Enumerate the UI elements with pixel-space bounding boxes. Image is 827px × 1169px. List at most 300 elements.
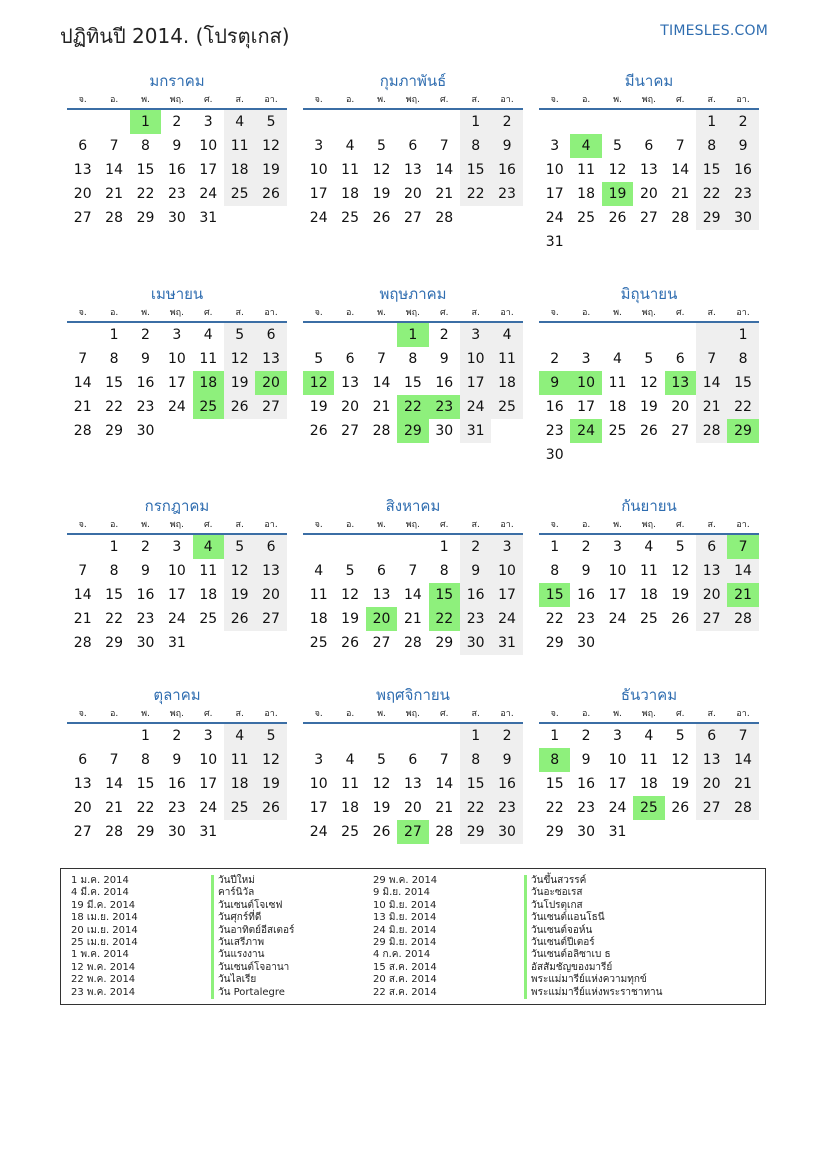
day-cell[interactable]: 16 [167,776,186,792]
day-cell[interactable]: 3 [172,539,182,555]
day-cell[interactable]: 20 [73,800,92,816]
day-cell[interactable]: 17 [608,776,627,792]
day-cell[interactable]: 19 [255,772,286,796]
day-cell[interactable]: 28 [403,635,422,651]
day-cell[interactable]: 9 [581,563,591,579]
day-cell[interactable]: 9 [172,752,182,768]
day-cell[interactable]: 24 [545,210,564,226]
day-cell[interactable]: 20 [403,186,422,202]
day-cell[interactable]: 11 [341,776,359,792]
day-cell[interactable]: 19 [372,800,391,816]
holiday-day-cell[interactable]: 13 [665,371,696,395]
day-cell[interactable]: 19 [224,583,255,607]
day-cell[interactable]: 3 [172,327,182,343]
day-cell[interactable]: 6 [345,351,355,367]
day-cell[interactable]: 22 [696,182,727,206]
day-cell[interactable]: 10 [608,563,627,579]
holiday-day-cell[interactable]: 15 [539,583,570,607]
day-cell[interactable]: 28 [435,824,454,840]
day-cell[interactable]: 26 [309,423,328,439]
day-cell[interactable]: 30 [491,820,522,844]
day-cell[interactable]: 14 [105,162,123,178]
holiday-day-cell[interactable]: 22 [397,395,428,419]
day-cell[interactable]: 6 [408,138,418,154]
day-cell[interactable]: 22 [727,395,758,419]
day-cell[interactable]: 18 [639,776,658,792]
day-cell[interactable]: 27 [255,395,286,419]
day-cell[interactable]: 18 [309,611,328,627]
brand-link[interactable]: TIMESLES.COM [660,23,768,39]
day-cell[interactable]: 30 [167,824,186,840]
day-cell[interactable]: 30 [460,631,491,655]
day-cell[interactable]: 23 [727,182,758,206]
day-cell[interactable]: 2 [550,351,560,367]
day-cell[interactable]: 9 [491,134,522,158]
day-cell[interactable]: 12 [341,587,359,603]
day-cell[interactable]: 6 [644,138,654,154]
day-cell[interactable]: 5 [644,351,654,367]
day-cell[interactable]: 20 [639,186,658,202]
day-cell[interactable]: 16 [136,587,155,603]
holiday-day-cell[interactable]: 7 [727,535,758,559]
day-cell[interactable]: 13 [403,162,422,178]
day-cell[interactable]: 30 [727,206,758,230]
day-cell[interactable]: 11 [491,347,522,371]
day-cell[interactable]: 13 [403,776,422,792]
day-cell[interactable]: 3 [460,323,491,347]
day-cell[interactable]: 25 [608,423,627,439]
day-cell[interactable]: 4 [491,323,522,347]
day-cell[interactable]: 22 [545,611,564,627]
day-cell[interactable]: 17 [309,800,328,816]
holiday-day-cell[interactable]: 20 [255,371,286,395]
day-cell[interactable]: 12 [639,375,658,391]
day-cell[interactable]: 30 [136,423,155,439]
day-cell[interactable]: 7 [439,138,449,154]
day-cell[interactable]: 7 [78,563,88,579]
day-cell[interactable]: 2 [439,327,449,343]
day-cell[interactable]: 8 [696,134,727,158]
day-cell[interactable]: 6 [255,535,286,559]
day-cell[interactable]: 1 [696,110,727,134]
day-cell[interactable]: 8 [460,134,491,158]
day-cell[interactable]: 13 [696,748,727,772]
day-cell[interactable]: 5 [314,351,324,367]
holiday-day-cell[interactable]: 4 [570,134,601,158]
day-cell[interactable]: 6 [78,752,88,768]
day-cell[interactable]: 7 [408,563,418,579]
day-cell[interactable]: 4 [345,138,355,154]
day-cell[interactable]: 4 [314,563,324,579]
day-cell[interactable]: 1 [460,110,491,134]
holiday-day-cell[interactable]: 15 [429,583,460,607]
day-cell[interactable]: 15 [460,772,491,796]
day-cell[interactable]: 29 [460,820,491,844]
day-cell[interactable]: 4 [345,752,355,768]
day-cell[interactable]: 31 [491,631,522,655]
day-cell[interactable]: 2 [141,327,150,343]
day-cell[interactable]: 27 [696,607,727,631]
day-cell[interactable]: 15 [136,162,155,178]
holiday-day-cell[interactable]: 18 [193,371,224,395]
day-cell[interactable]: 19 [224,371,255,395]
day-cell[interactable]: 17 [199,776,218,792]
day-cell[interactable]: 19 [671,587,690,603]
day-cell[interactable]: 1 [727,323,758,347]
day-cell[interactable]: 24 [608,611,627,627]
day-cell[interactable]: 5 [224,323,255,347]
day-cell[interactable]: 14 [435,162,454,178]
holiday-day-cell[interactable]: 27 [397,820,428,844]
day-cell[interactable]: 5 [377,138,386,154]
day-cell[interactable]: 10 [545,162,564,178]
day-cell[interactable]: 18 [639,587,658,603]
day-cell[interactable]: 28 [372,423,391,439]
day-cell[interactable]: 17 [309,186,328,202]
day-cell[interactable]: 31 [199,824,218,840]
day-cell[interactable]: 3 [550,138,560,154]
day-cell[interactable]: 25 [639,611,658,627]
day-cell[interactable]: 12 [224,347,255,371]
day-cell[interactable]: 14 [696,371,727,395]
day-cell[interactable]: 8 [439,563,449,579]
day-cell[interactable]: 20 [671,399,690,415]
day-cell[interactable]: 19 [639,399,658,415]
day-cell[interactable]: 12 [224,559,255,583]
day-cell[interactable]: 9 [727,134,758,158]
day-cell[interactable]: 23 [167,186,186,202]
day-cell[interactable]: 9 [439,351,449,367]
day-cell[interactable]: 19 [255,158,286,182]
day-cell[interactable]: 24 [309,824,328,840]
day-cell[interactable]: 6 [675,351,685,367]
day-cell[interactable]: 19 [341,611,359,627]
day-cell[interactable]: 1 [141,728,150,744]
day-cell[interactable]: 22 [136,186,155,202]
day-cell[interactable]: 4 [613,351,622,367]
day-cell[interactable]: 16 [167,162,186,178]
day-cell[interactable]: 8 [141,752,150,768]
day-cell[interactable]: 10 [167,563,186,579]
day-cell[interactable]: 8 [141,138,150,154]
day-cell[interactable]: 17 [167,587,186,603]
day-cell[interactable]: 27 [403,210,422,226]
day-cell[interactable]: 14 [403,587,422,603]
day-cell[interactable]: 25 [309,635,328,651]
day-cell[interactable]: 29 [545,635,564,651]
day-cell[interactable]: 6 [696,535,727,559]
day-cell[interactable]: 1 [550,539,560,555]
day-cell[interactable]: 23 [167,800,186,816]
day-cell[interactable]: 16 [545,399,564,415]
day-cell[interactable]: 14 [372,375,391,391]
day-cell[interactable]: 28 [73,635,92,651]
day-cell[interactable]: 1 [109,327,119,343]
day-cell[interactable]: 12 [372,776,391,792]
day-cell[interactable]: 9 [460,559,491,583]
day-cell[interactable]: 15 [460,158,491,182]
day-cell[interactable]: 20 [255,583,286,607]
day-cell[interactable]: 16 [491,158,522,182]
day-cell[interactable]: 6 [696,724,727,748]
day-cell[interactable]: 23 [460,607,491,631]
holiday-day-cell[interactable]: 21 [727,583,758,607]
day-cell[interactable]: 12 [671,563,690,579]
day-cell[interactable]: 21 [403,611,422,627]
day-cell[interactable]: 4 [644,728,654,744]
day-cell[interactable]: 24 [460,395,491,419]
holiday-day-cell[interactable]: 9 [539,371,570,395]
day-cell[interactable]: 6 [78,138,88,154]
day-cell[interactable]: 29 [435,635,454,651]
day-cell[interactable]: 1 [550,728,560,744]
day-cell[interactable]: 29 [545,824,564,840]
day-cell[interactable]: 9 [491,748,522,772]
day-cell[interactable]: 22 [105,611,123,627]
day-cell[interactable]: 15 [727,371,758,395]
day-cell[interactable]: 29 [105,423,123,439]
day-cell[interactable]: 23 [577,800,595,816]
day-cell[interactable]: 28 [696,419,727,443]
day-cell[interactable]: 4 [203,327,213,343]
day-cell[interactable]: 9 [172,138,182,154]
day-cell[interactable]: 26 [608,210,627,226]
day-cell[interactable]: 3 [203,728,213,744]
day-cell[interactable]: 15 [545,776,564,792]
day-cell[interactable]: 3 [314,138,324,154]
day-cell[interactable]: 8 [408,351,418,367]
day-cell[interactable]: 17 [545,186,564,202]
day-cell[interactable]: 11 [608,375,627,391]
day-cell[interactable]: 17 [460,371,491,395]
day-cell[interactable]: 28 [671,210,690,226]
day-cell[interactable]: 21 [696,395,727,419]
day-cell[interactable]: 7 [109,138,119,154]
day-cell[interactable]: 13 [255,559,286,583]
day-cell[interactable]: 14 [671,162,690,178]
holiday-day-cell[interactable]: 25 [633,796,664,820]
day-cell[interactable]: 27 [696,796,727,820]
day-cell[interactable]: 11 [341,162,359,178]
day-cell[interactable]: 30 [136,635,155,651]
day-cell[interactable]: 17 [199,162,218,178]
day-cell[interactable]: 13 [73,776,92,792]
day-cell[interactable]: 19 [309,399,328,415]
day-cell[interactable]: 17 [577,399,595,415]
day-cell[interactable]: 18 [608,399,627,415]
day-cell[interactable]: 10 [199,752,218,768]
day-cell[interactable]: 24 [491,607,522,631]
day-cell[interactable]: 15 [105,375,123,391]
day-cell[interactable]: 24 [199,800,218,816]
day-cell[interactable]: 3 [314,752,324,768]
day-cell[interactable]: 12 [671,752,690,768]
day-cell[interactable]: 30 [545,447,564,463]
day-cell[interactable]: 28 [435,210,454,226]
day-cell[interactable]: 28 [105,210,123,226]
holiday-day-cell[interactable]: 8 [539,748,570,772]
day-cell[interactable]: 18 [224,158,255,182]
day-cell[interactable]: 2 [172,114,182,130]
holiday-day-cell[interactable]: 10 [570,371,601,395]
day-cell[interactable]: 21 [105,186,123,202]
day-cell[interactable]: 23 [491,182,522,206]
day-cell[interactable]: 7 [675,138,685,154]
day-cell[interactable]: 17 [608,587,627,603]
day-cell[interactable]: 15 [403,375,422,391]
day-cell[interactable]: 6 [408,752,418,768]
day-cell[interactable]: 28 [105,824,123,840]
day-cell[interactable]: 5 [377,752,386,768]
day-cell[interactable]: 18 [341,186,359,202]
day-cell[interactable]: 12 [255,748,286,772]
day-cell[interactable]: 5 [255,724,286,748]
day-cell[interactable]: 7 [439,752,449,768]
day-cell[interactable]: 17 [167,375,186,391]
day-cell[interactable]: 11 [639,563,658,579]
day-cell[interactable]: 24 [167,399,186,415]
day-cell[interactable]: 19 [671,776,690,792]
day-cell[interactable]: 15 [696,158,727,182]
holiday-day-cell[interactable]: 20 [366,607,397,631]
day-cell[interactable]: 15 [105,587,123,603]
day-cell[interactable]: 19 [372,186,391,202]
day-cell[interactable]: 7 [696,347,727,371]
day-cell[interactable]: 4 [224,110,255,134]
day-cell[interactable]: 10 [608,752,627,768]
day-cell[interactable]: 29 [136,210,155,226]
day-cell[interactable]: 14 [727,559,758,583]
day-cell[interactable]: 12 [372,162,391,178]
day-cell[interactable]: 27 [341,423,359,439]
day-cell[interactable]: 14 [727,748,758,772]
day-cell[interactable]: 25 [341,210,359,226]
day-cell[interactable]: 10 [167,351,186,367]
day-cell[interactable]: 5 [224,535,255,559]
day-cell[interactable]: 9 [141,351,150,367]
day-cell[interactable]: 18 [224,772,255,796]
day-cell[interactable]: 2 [581,539,591,555]
day-cell[interactable]: 29 [105,635,123,651]
day-cell[interactable]: 23 [545,423,564,439]
day-cell[interactable]: 6 [255,323,286,347]
day-cell[interactable]: 11 [199,351,218,367]
day-cell[interactable]: 13 [696,559,727,583]
day-cell[interactable]: 27 [73,210,92,226]
day-cell[interactable]: 21 [435,800,454,816]
day-cell[interactable]: 28 [727,796,758,820]
day-cell[interactable]: 21 [73,611,92,627]
holiday-day-cell[interactable]: 29 [397,419,428,443]
holiday-day-cell[interactable]: 12 [303,371,334,395]
day-cell[interactable]: 20 [696,583,727,607]
day-cell[interactable]: 26 [255,796,286,820]
day-cell[interactable]: 21 [73,399,92,415]
day-cell[interactable]: 22 [105,399,123,415]
day-cell[interactable]: 22 [136,800,155,816]
day-cell[interactable]: 23 [136,611,155,627]
day-cell[interactable]: 29 [136,824,155,840]
day-cell[interactable]: 5 [255,110,286,134]
day-cell[interactable]: 31 [545,234,564,250]
day-cell[interactable]: 26 [671,800,690,816]
day-cell[interactable]: 16 [491,772,522,796]
holiday-day-cell[interactable]: 1 [130,110,161,134]
day-cell[interactable]: 26 [341,635,359,651]
day-cell[interactable]: 28 [727,607,758,631]
day-cell[interactable]: 16 [577,776,595,792]
day-cell[interactable]: 20 [403,800,422,816]
day-cell[interactable]: 18 [199,587,218,603]
day-cell[interactable]: 25 [199,611,218,627]
day-cell[interactable]: 14 [73,375,92,391]
day-cell[interactable]: 21 [435,186,454,202]
day-cell[interactable]: 27 [639,210,658,226]
day-cell[interactable]: 9 [581,752,591,768]
day-cell[interactable]: 8 [460,748,491,772]
day-cell[interactable]: 2 [141,539,150,555]
day-cell[interactable]: 25 [224,796,255,820]
day-cell[interactable]: 26 [255,182,286,206]
day-cell[interactable]: 18 [577,186,595,202]
day-cell[interactable]: 8 [109,563,119,579]
holiday-day-cell[interactable]: 4 [193,535,224,559]
day-cell[interactable]: 7 [377,351,386,367]
day-cell[interactable]: 14 [73,587,92,603]
day-cell[interactable]: 2 [172,728,182,744]
day-cell[interactable]: 26 [671,611,690,627]
day-cell[interactable]: 13 [372,587,391,603]
day-cell[interactable]: 9 [141,563,150,579]
day-cell[interactable]: 22 [460,796,491,820]
day-cell[interactable]: 24 [309,210,328,226]
day-cell[interactable]: 11 [639,752,658,768]
day-cell[interactable]: 26 [224,607,255,631]
day-cell[interactable]: 3 [613,539,622,555]
day-cell[interactable]: 27 [671,423,690,439]
day-cell[interactable]: 22 [545,800,564,816]
day-cell[interactable]: 18 [491,371,522,395]
day-cell[interactable]: 2 [460,535,491,559]
day-cell[interactable]: 11 [224,748,255,772]
day-cell[interactable]: 10 [199,138,218,154]
day-cell[interactable]: 30 [577,824,595,840]
day-cell[interactable]: 11 [199,563,218,579]
day-cell[interactable]: 23 [577,611,595,627]
day-cell[interactable]: 10 [460,347,491,371]
day-cell[interactable]: 25 [341,824,359,840]
day-cell[interactable]: 24 [167,611,186,627]
day-cell[interactable]: 10 [309,776,328,792]
day-cell[interactable]: 28 [73,423,92,439]
day-cell[interactable]: 15 [136,776,155,792]
day-cell[interactable]: 11 [224,134,255,158]
day-cell[interactable]: 31 [608,824,627,840]
day-cell[interactable]: 13 [639,162,658,178]
day-cell[interactable]: 14 [435,776,454,792]
day-cell[interactable]: 4 [224,724,255,748]
holiday-day-cell[interactable]: 1 [397,323,428,347]
day-cell[interactable]: 13 [255,347,286,371]
day-cell[interactable]: 3 [613,728,622,744]
day-cell[interactable]: 25 [577,210,595,226]
day-cell[interactable]: 5 [675,539,685,555]
day-cell[interactable]: 21 [727,772,758,796]
day-cell[interactable]: 11 [577,162,595,178]
day-cell[interactable]: 26 [372,824,391,840]
day-cell[interactable]: 29 [696,206,727,230]
day-cell[interactable]: 3 [491,535,522,559]
